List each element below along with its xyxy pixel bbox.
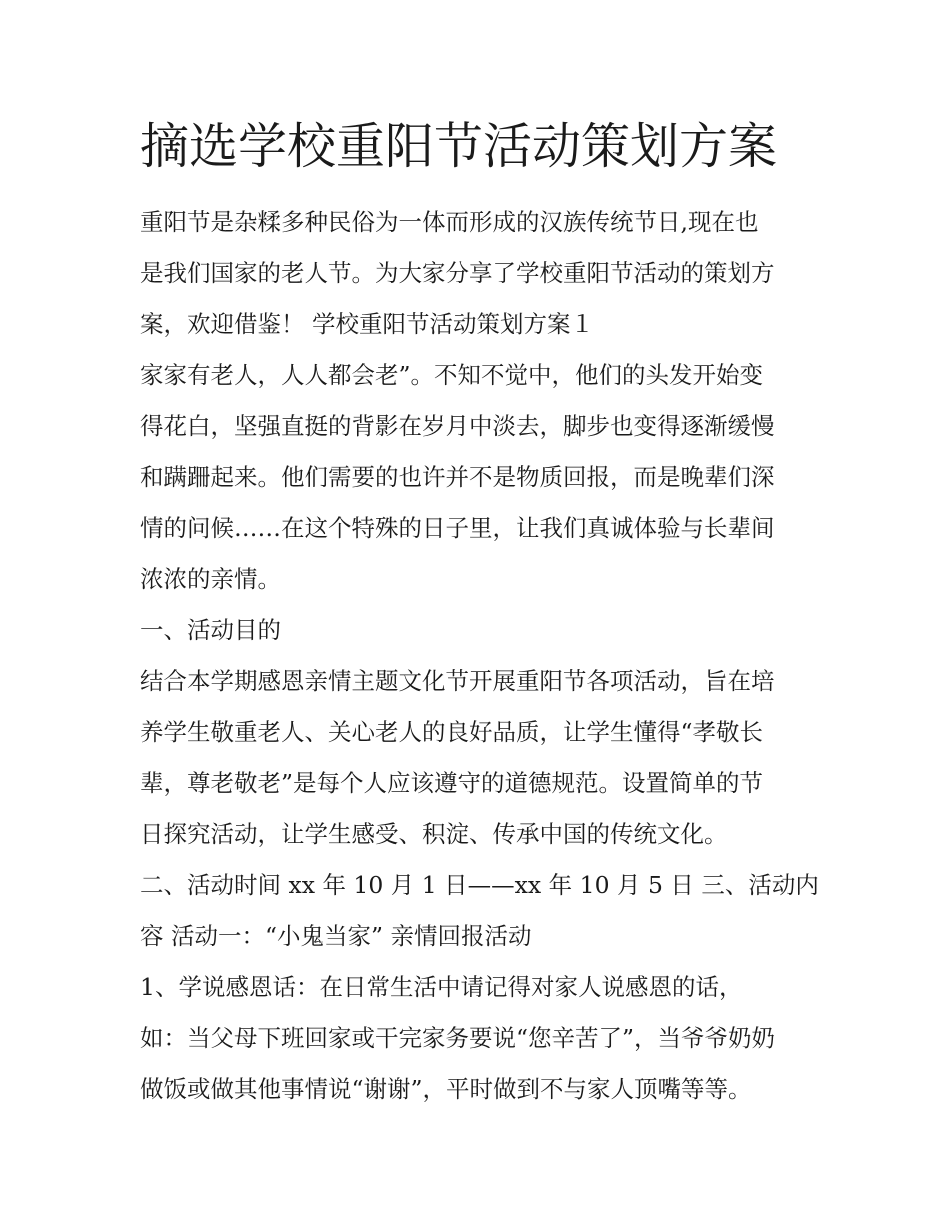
body-line: 结合本学期感恩亲情主题文化节开展重阳节各项活动，旨在培 <box>140 667 775 695</box>
body-line: 做饭或做其他事情说“谢谢”，平时做到不与家人顶嘴等等。 <box>140 1075 752 1103</box>
body-line: 情的问候……在这个特殊的日子里，让我们真诚体验与长辈间 <box>140 514 775 542</box>
body-line: 浓浓的亲情。 <box>140 565 281 593</box>
body-line: 重阳节是杂糅多种民俗为一体而形成的汉族传统节日,现在也 <box>140 208 759 236</box>
body-line: 是我们国家的老人节。为大家分享了学校重阳节活动的策划方 <box>140 259 775 287</box>
document-body <box>140 197 830 1115</box>
section-heading: 二、活动时间 xx 年 10 月 1 日——xx 年 10 月 5 日 三、活动内 <box>140 871 819 899</box>
body-line: 辈，尊老敬老”是每个人应该遵守的道德规范。设置简单的节 <box>140 769 764 797</box>
body-line: 案，欢迎借鉴！ 学校重阳节活动策划方案１ <box>140 310 594 338</box>
body-line: 得花白，坚强直挺的背影在岁月中淡去，脚步也变得逐渐缓慢 <box>140 412 775 440</box>
document-title: 摘选学校重阳节活动策划方案 <box>140 118 778 175</box>
section-heading: 一、活动目的 <box>140 616 281 644</box>
section-heading: 容 活动一：“小鬼当家” 亲情回报活动 <box>140 922 532 950</box>
body-line: 家家有老人，人人都会老”。不知不觉中，他们的头发开始变 <box>140 361 764 389</box>
body-line: 1、学说感恩话：在日常生活中请记得对家人说感恩的话， <box>140 973 743 1001</box>
body-line: 养学生敬重老人、关心老人的良好品质，让学生懂得“孝敬长 <box>140 718 764 746</box>
body-line: 和蹒跚起来。他们需要的也许并不是物质回报，而是晚辈们深 <box>140 463 775 491</box>
body-line: 如：当父母下班回家或干完家务要说“您辛苦了”，当爷爷奶奶 <box>140 1024 776 1052</box>
body-line: 日探究活动，让学生感受、积淀、传承中国的传统文化。 <box>140 820 728 848</box>
